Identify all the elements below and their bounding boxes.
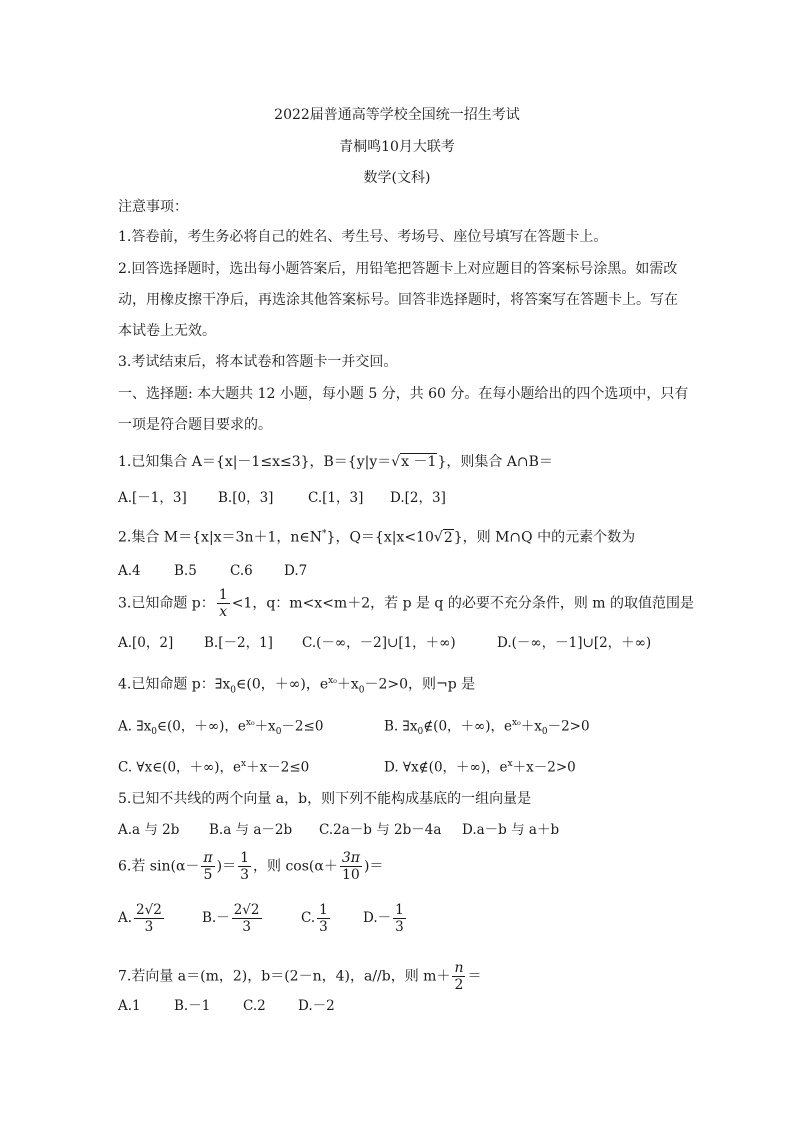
q3-option-d: D.(－∞，－1]∪[2，＋∞)	[497, 635, 652, 651]
q6-stem: 6.若 sin(α－	[118, 858, 200, 875]
q6-f1-num: π	[203, 850, 213, 866]
q4-stem-mid: ∈(0，＋∞)，e	[236, 676, 329, 693]
q6-a-den: 3	[144, 919, 154, 935]
q4-option-d	[384, 755, 576, 777]
q5-option-b: B.a 与 a－2b	[209, 822, 293, 838]
q7-option-a: A.1	[118, 998, 141, 1014]
q4-c-exp: x	[241, 759, 247, 769]
q4-c-post: ＋x－2≤0	[246, 759, 310, 776]
notice-item-3: 3.考试结束后，将本试卷和答题卡一并交回。	[118, 354, 398, 370]
q6-c-label: C.	[301, 910, 316, 926]
q7-frac-den: 2	[454, 977, 464, 993]
q6-d-den: 3	[395, 919, 404, 935]
notice-item-2b: 动，用橡皮擦干净后，再选涂其他答案标号。回答非选择题时，将答案写在答题卡上。写在	[118, 292, 678, 308]
q6-option-c	[301, 902, 332, 935]
q1-stem: 1.已知集合 A＝{x|－1≤x≤3}，B＝{y|y＝	[118, 454, 392, 470]
q2-stem-mid: }，Q＝{x|x<10	[326, 529, 434, 546]
q7-fraction	[452, 960, 465, 993]
q6-frac-2	[238, 850, 251, 883]
q2-superscript: *	[322, 529, 327, 539]
q1-stem-end: }，则集合 A∩B＝	[437, 454, 553, 470]
q6-f3-den: 10	[341, 867, 360, 883]
q4-b-mid: ∉(0，＋∞)，e	[423, 718, 513, 735]
exam-title: 2022届普通高等学校全国统一招生考试	[274, 107, 520, 123]
q4-a-post: －2≤0	[281, 718, 324, 735]
q4-a-exp: x₀	[245, 718, 255, 728]
q4-d-exp: x	[507, 759, 513, 769]
q5-option-c: C.2a－b 与 2b－4a	[319, 822, 442, 838]
q7-option-b: B.－1	[174, 998, 211, 1014]
q4-exponent: x₀	[328, 676, 337, 686]
q6-c-num: 1	[319, 902, 328, 918]
q3-fraction	[217, 587, 230, 620]
q6-f3-num: 3π	[341, 850, 360, 866]
q4-b-sub2: 0	[541, 727, 548, 738]
q2-option-d: D.7	[284, 563, 308, 579]
q5-option-d: D.a－b 与 a＋b	[462, 822, 560, 838]
q1-option-d: D.[2，3]	[390, 490, 446, 506]
q3-option-c: C.(－∞，－2]∪[1，＋∞)	[302, 635, 456, 651]
q4-option-c	[118, 755, 309, 777]
question-2	[118, 525, 635, 547]
q4-d-pre: D. ∀x∉(0，＋∞)，e	[384, 759, 508, 776]
q6-option-a	[118, 902, 166, 935]
q6-a-num: 2√2	[136, 902, 162, 918]
q4-b-sub: 0	[417, 727, 424, 738]
q6-frac-3	[340, 850, 362, 883]
q3-frac-den: x	[219, 604, 228, 620]
q6-c-den: 3	[319, 919, 328, 935]
q7-option-d: D.－2	[298, 998, 335, 1014]
q3-stem: 3.已知命题 p：	[118, 595, 215, 612]
q2-option-a: A.4	[118, 563, 141, 579]
q6-f1-den: 5	[203, 867, 213, 883]
q6-b-label: B.－	[202, 910, 230, 926]
q7-stem: 7.若向量 a＝(m，2)，b＝(2－n，4)，a//b，则 m＋	[118, 968, 451, 985]
q4-b-post: －2>0	[547, 718, 590, 735]
q6-f2-den: 3	[240, 867, 249, 883]
q2-option-b: B.5	[174, 563, 197, 579]
q4-b-pre: B. ∃x	[384, 718, 418, 735]
q4-b-mid2: ＋x	[520, 718, 542, 735]
q6-frac-1	[201, 850, 214, 883]
q4-a-sub2: 0	[275, 727, 282, 738]
q7-frac-num: n	[454, 960, 464, 976]
section-heading: 一、选择题: 本大题共 12 小题，每小题 5 分，共 60 分。在每小题给出的四个选项中，只有	[118, 386, 689, 402]
q2-option-c: C.6	[230, 563, 253, 579]
q7-option-c: C.2	[243, 998, 266, 1014]
q2-stem-end: }，则 M∩Q 中的元素个数为	[453, 529, 636, 546]
question-4	[118, 672, 475, 699]
notice-item-2a: 2.回答选择题时，选出每小题答案后，用铅笔把答题卡上对应题目的答案标号涂黑。如需改	[118, 261, 678, 277]
q1-option-b: B.[0，3]	[218, 490, 274, 506]
sqrt-icon: √	[391, 454, 401, 470]
q4-a-mid2: ＋x	[254, 718, 276, 735]
q4-sub: 0	[230, 685, 236, 696]
exam-subject: 数学(文科)	[363, 170, 431, 186]
q4-option-b	[384, 714, 590, 741]
q4-sub-2: 0	[358, 685, 365, 696]
q4-option-a	[118, 714, 323, 741]
q6-stem-end: )＝	[363, 858, 384, 875]
q1-radicand: x －1	[401, 454, 437, 470]
q6-d-frac	[393, 902, 406, 935]
q4-b-exp: x₀	[512, 718, 521, 728]
q6-c-frac	[317, 902, 330, 935]
q7-stem-end: ＝	[467, 968, 482, 985]
q4-stem-end: －2>0，则¬p 是	[364, 676, 476, 693]
q4-a-sub: 0	[151, 727, 158, 738]
q6-option-d	[363, 902, 408, 935]
question-6	[118, 850, 383, 883]
q4-stem: 4.已知命题 p：∃x	[118, 676, 231, 693]
q1-option-c: C.[1，3]	[308, 490, 364, 506]
q6-option-b	[202, 902, 264, 935]
q3-frac-num: 1	[218, 587, 228, 603]
q3-option-b: B.[－2，1]	[204, 635, 273, 651]
q6-d-label: D.－	[363, 910, 392, 926]
q6-b-den: 3	[242, 919, 251, 935]
q6-b-frac	[232, 902, 262, 935]
q2-radicand: 2	[443, 529, 453, 546]
q4-d-post: ＋x－2>0	[512, 759, 576, 776]
q6-b-num: 2√2	[233, 902, 260, 918]
q5-option-a: A.a 与 2b	[118, 822, 180, 838]
q2-stem: 2.集合 M＝{x|x＝3n＋1，n∈N	[118, 529, 323, 546]
q1-option-a: A.[－1，3]	[118, 490, 187, 506]
notice-item-2c: 本试卷上无效。	[118, 323, 216, 339]
question-1	[118, 453, 553, 471]
q4-a-mid: ∈(0，＋∞)，e	[157, 718, 246, 735]
q6-stem-mid: )＝	[216, 858, 237, 875]
q6-d-num: 1	[395, 902, 404, 918]
notice-heading: 注意事项：	[118, 199, 188, 215]
exam-subtitle: 青桐鸣10月大联考	[339, 139, 455, 155]
question-5: 5.已知不共线的两个向量 a，b，则下列不能构成基底的一组向量是	[118, 791, 532, 807]
sqrt-icon: √	[433, 529, 443, 546]
notice-item-1: 1.答卷前，考生务必将自己的姓名、考生号、考场号、座位号填写在答题卡上。	[118, 229, 608, 245]
q6-a-frac	[134, 902, 164, 935]
q6-f2-num: 1	[240, 850, 249, 866]
q3-stem-end: <1，q：m<x<m＋2，若 p 是 q 的必要不充分条件，则 m 的取值范围是	[231, 595, 695, 612]
q6-a-label: A.	[118, 910, 133, 926]
q4-a-pre: A. ∃x	[118, 718, 152, 735]
q3-option-a: A.[0，2]	[118, 635, 174, 651]
section-heading-cont: 一项是符合题目要求的。	[118, 417, 272, 433]
question-3	[118, 587, 694, 620]
q4-stem-mid2: ＋x	[336, 676, 359, 693]
q6-stem-mid2: ，则 cos(α＋	[253, 858, 338, 875]
q4-c-pre: C. ∀x∈(0，＋∞)，e	[118, 759, 242, 776]
question-7	[118, 960, 481, 993]
